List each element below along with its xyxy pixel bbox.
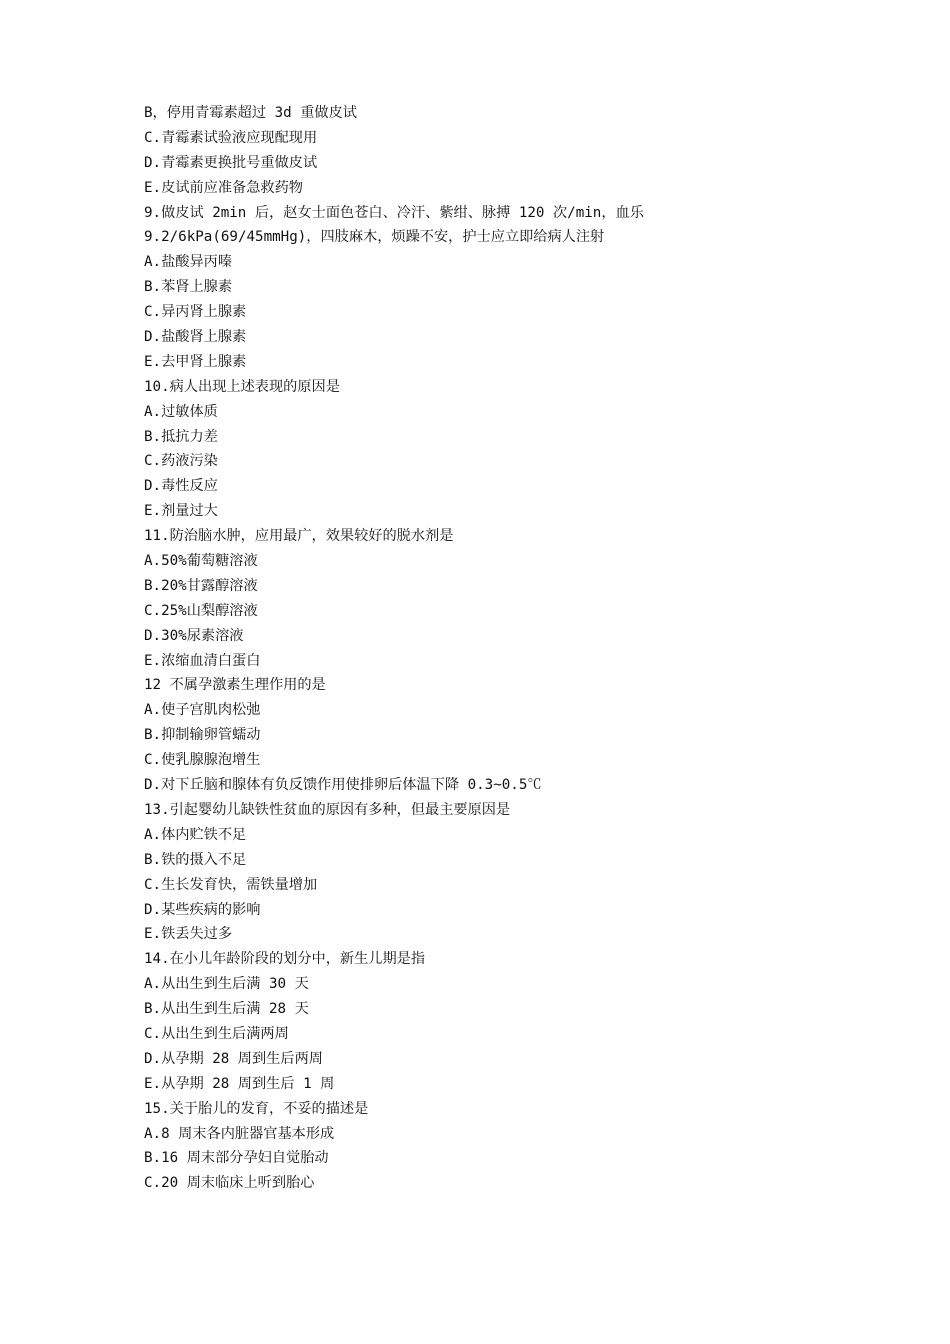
question-text: 12 不属孕激素生理作用的是 (144, 677, 326, 694)
option-text: E.剂量过大 (144, 503, 218, 520)
option-text: C.生长发育快，需铁量增加 (144, 876, 318, 893)
question-text: 9.2/6kPa(69/45mmHg)，四肢麻木，烦躁不安，护士应立即给病人注射 (144, 229, 605, 246)
option-text: E.从孕期 28 周到生后 1 周 (144, 1075, 335, 1092)
option-text: C.使乳腺腺泡增生 (144, 752, 261, 769)
option-text: C.从出生到生后满两周 (144, 1025, 289, 1042)
question-text: 10.病人出现上述表现的原因是 (144, 378, 340, 395)
text-line: B，停用青霉素超过 3d 重做皮试 (144, 105, 357, 121)
option-text: E.浓缩血清白蛋白 (144, 652, 261, 669)
text-line: C.青霉素试验液应现配现用 (144, 129, 318, 146)
option-text: E.去甲肾上腺素 (144, 353, 247, 370)
option-text: A.使子宫肌肉松弛 (144, 702, 261, 719)
option-text: D.30%尿素溶液 (144, 627, 244, 644)
option-text: C.20 周末临床上听到胎心 (144, 1175, 315, 1192)
question-text: 9.做皮试 2min 后，赵女士面色苍白、冷汗、紫绀、脉搏 120 次/min，血乐 (144, 204, 644, 221)
option-text: A.50%葡萄糖溶液 (144, 553, 258, 570)
question-text: 15.关于胎儿的发育，不妥的描述是 (144, 1100, 369, 1117)
option-text: A.过敏体质 (144, 403, 218, 420)
option-text: D.盐酸肾上腺素 (144, 329, 247, 346)
option-text: B.20%甘露醇溶液 (144, 577, 258, 594)
option-text: C.25%山梨醇溶液 (144, 602, 258, 619)
option-text: D.从孕期 28 周到生后两周 (144, 1050, 323, 1067)
option-text: B.从出生到生后满 28 天 (144, 1001, 309, 1018)
option-text: A.8 周末各内脏器官基本形成 (144, 1125, 335, 1142)
option-text: D.某些疾病的影响 (144, 901, 261, 918)
option-text: B.苯肾上腺素 (144, 279, 233, 296)
option-text: B.16 周末部分孕妇自觉胎动 (144, 1150, 329, 1167)
option-text: E.铁丢失过多 (144, 926, 233, 943)
option-text: D.毒性反应 (144, 478, 218, 495)
text-line: D.青霉素更换批号重做皮试 (144, 154, 318, 171)
option-text: C.异丙肾上腺素 (144, 304, 247, 321)
option-text: A.盐酸异丙嗪 (144, 254, 233, 271)
question-text: 11.防治脑水肿，应用最广，效果较好的脱水剂是 (144, 528, 454, 545)
text-line: E.皮试前应准备急救药物 (144, 179, 303, 196)
question-text: 14.在小儿年龄阶段的划分中，新生儿期是指 (144, 951, 426, 968)
option-text: C.药液污染 (144, 453, 218, 470)
option-text: B.抵抗力差 (144, 428, 218, 445)
option-text: B.抑制输卵管蠕动 (144, 727, 261, 744)
option-text: A.从出生到生后满 30 天 (144, 976, 309, 993)
option-text: B.铁的摄入不足 (144, 851, 247, 868)
question-text: 13.引起婴幼儿缺铁性贫血的原因有多种，但最主要原因是 (144, 801, 511, 818)
option-text: A.体内贮铁不足 (144, 826, 247, 843)
document-page (144, 101, 704, 1196)
option-text: D.对下丘脑和腺体有负反馈作用使排卵后体温下降 0.3~0.5℃ (144, 777, 542, 794)
